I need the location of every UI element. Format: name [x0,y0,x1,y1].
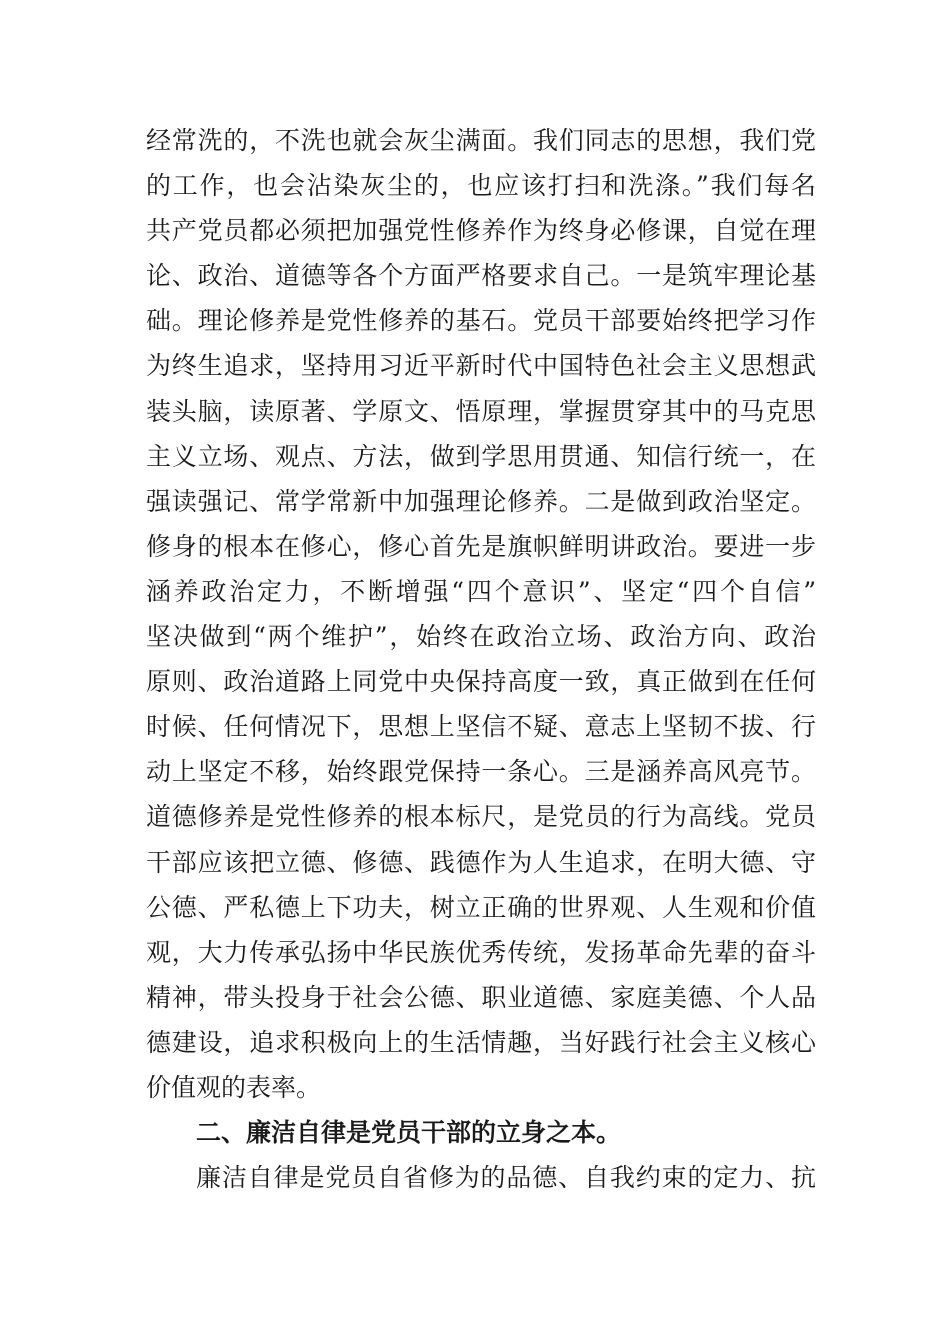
paragraph-line: 为终生追求，坚持用习近平新时代中国特色社会主义思想武 [146,351,816,381]
paragraph-line: 强读强记、常学常新中加强理论修养。二是做到政治坚定。 [146,486,816,516]
paragraph-line: 价值观的表率。 [146,1072,322,1102]
paragraph-line: 装头脑，读原著、学原文、悟原理，掌握贯穿其中的马克思 [146,396,816,426]
paragraph-line: 础。理论修养是党性修养的基石。党员干部要始终把学习作 [146,306,816,336]
document-body [146,118,816,1200]
paragraph-line: 时候、任何情况下，思想上坚信不疑、意志上坚韧不拔、行 [146,712,816,742]
section-heading: 二、廉洁自律是党员干部的立身之本。 [196,1118,622,1148]
paragraph-line: 干部应该把立德、修德、践德作为人生追求，在明大德、守 [146,847,816,877]
paragraph-line: 涵养政治定力，不断增强“四个意识”、坚定“四个自信” [146,576,816,606]
paragraph-line: 修身的根本在修心，修心首先是旗帜鲜明讲政治。要进一步 [146,531,816,561]
paragraph-line: 论、政治、道德等各个方面严格要求自己。一是筑牢理论基 [146,261,816,291]
paragraph-line: 坚决做到“两个维护”，始终在政治立场、政治方向、政治 [146,622,816,652]
paragraph-line: 动上坚定不移，始终跟党保持一条心。三是涵养高风亮节。 [146,757,816,787]
paragraph-line: 道德修养是党性修养的根本标尺，是党员的行为高线。党员 [146,802,816,832]
paragraph-line: 共产党员都必须把加强党性修养作为终身必修课，自觉在理 [146,216,816,246]
paragraph-line: 德建设，追求积极向上的生活情趣，当好践行社会主义核心 [146,1027,816,1057]
paragraph-line: 经常洗的，不洗也就会灰尘满面。我们同志的思想，我们党 [146,126,816,155]
paragraph-line: 廉洁自律是党员自省修为的品德、自我约束的定力、抗 [196,1163,816,1193]
paragraph-line: 观，大力传承弘扬中华民族优秀传统，发扬革命先辈的奋斗 [146,937,816,967]
paragraph-line: 的工作，也会沾染灰尘的，也应该打扫和洗涤。”我们每名 [146,171,816,201]
paragraph-line: 原则、政治道路上同党中央保持高度一致，真正做到在任何 [146,667,816,697]
paragraph-line: 主义立场、观点、方法，做到学思用贯通、知信行统一，在 [146,441,816,471]
paragraph-line: 精神，带头投身于社会公德、职业道德、家庭美德、个人品 [146,982,816,1012]
paragraph-line: 公德、严私德上下功夫，树立正确的世界观、人生观和价值 [146,892,816,922]
